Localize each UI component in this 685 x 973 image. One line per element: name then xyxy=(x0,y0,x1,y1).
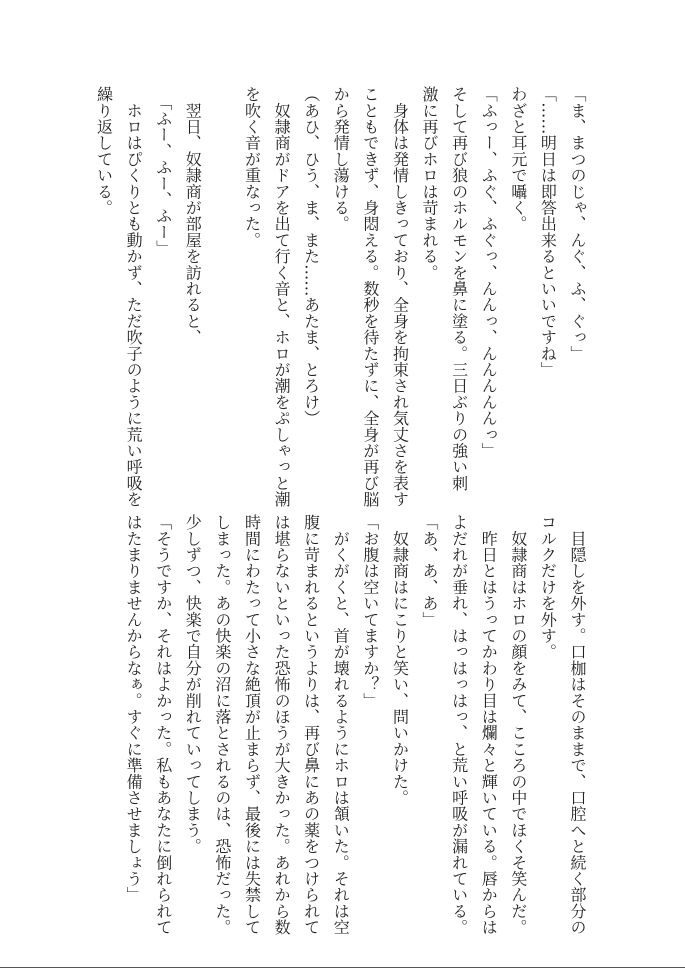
text-line: こともできず、身悶える。数秒を待たずに、全身が再び脳 xyxy=(360,86,380,508)
text-line: ホロはぴくりとも動かず、ただ吹子のように荒い呼吸を xyxy=(124,86,144,508)
text-line: を吹く音が重なった。 xyxy=(242,86,262,248)
text-block-bottom xyxy=(119,514,593,936)
text-line: 目隠しを外す。口枷はそのままで、口腔へと続く部分の xyxy=(568,514,587,936)
text-line: 奴隷商がドアを出て行く音と、ホロが潮をぷしゃっと潮 xyxy=(272,86,292,508)
text-line: 翌日、奴隷商が部屋を訪れると、 xyxy=(183,86,203,346)
text-line: 「ま、まつのじゃ、んぐ、ふ、ぐっ」 xyxy=(568,86,587,362)
text-line: はたまりませんからなぁ。すぐに準備させましょう」 xyxy=(124,514,144,903)
text-line: 少しずつ、快楽で自分が削れていってしまう。 xyxy=(183,514,203,855)
text-line: そして再び狼のホルモンを鼻に塗る。三日ぶりの強い刺 xyxy=(449,86,469,491)
text-line: よだれが垂れ、はっはっはっ、と荒い呼吸が漏れている。 xyxy=(449,514,469,936)
text-line: 昨日とはうってかわり目は爛々と輝いている。唇からは xyxy=(479,514,499,936)
text-line: から発情し蕩ける。 xyxy=(331,86,351,232)
text-line: 奴隷商はホロの顔をみて、こころの中でほくそ笑んだ。 xyxy=(508,514,528,936)
text-line: は堪らないといった恐怖のほうが大きかった。あれから数 xyxy=(272,514,292,936)
text-line: 「……明日は即答出来るといいですね」 xyxy=(538,86,558,378)
text-line: しまった。あの快楽の沼に落とされるのは、恐怖だった。 xyxy=(212,514,232,936)
text-line: 「ふー、ふー、ふー」 xyxy=(153,86,173,257)
text-line: がくがくと、首が壊れるようにホロは頷いた。それは空 xyxy=(331,514,351,936)
text-line: 奴隷商はにこりと笑い、問いかけた。 xyxy=(390,514,410,806)
text-block-top xyxy=(89,86,592,508)
text-line: 「そうですか、それはよかった。私もあなたに倒れられて xyxy=(153,514,173,936)
text-line: 「お腹は空いてますか？」 xyxy=(360,514,380,709)
text-line: コルクだけを外す。 xyxy=(538,514,558,660)
text-line: 時間にわたって小さな絶頂が止まらず、最後には失禁して xyxy=(242,514,262,936)
footer-rule xyxy=(0,967,685,968)
text-line: 繰り返している。 xyxy=(94,86,114,216)
text-line: 「ふっー、ふぐ、ふぐっ、んんっ、んんんんんっ」 xyxy=(479,86,499,459)
text-line: （あひ、ひう、ま、また……あたま、とろけ） xyxy=(301,86,321,427)
text-line: 激に再びホロは苛まれる。 xyxy=(420,86,440,281)
text-line: 身体は発情しきっており、全身を拘束され気丈さを表す xyxy=(390,86,410,508)
text-line xyxy=(207,86,237,496)
text-line: 腹に苛まれるというよりは、再び鼻にあの薬をつけられて xyxy=(301,514,321,936)
text-line: 「あ、あ、あ」 xyxy=(420,514,440,628)
text-line: わざと耳元で囁く。 xyxy=(508,86,528,232)
